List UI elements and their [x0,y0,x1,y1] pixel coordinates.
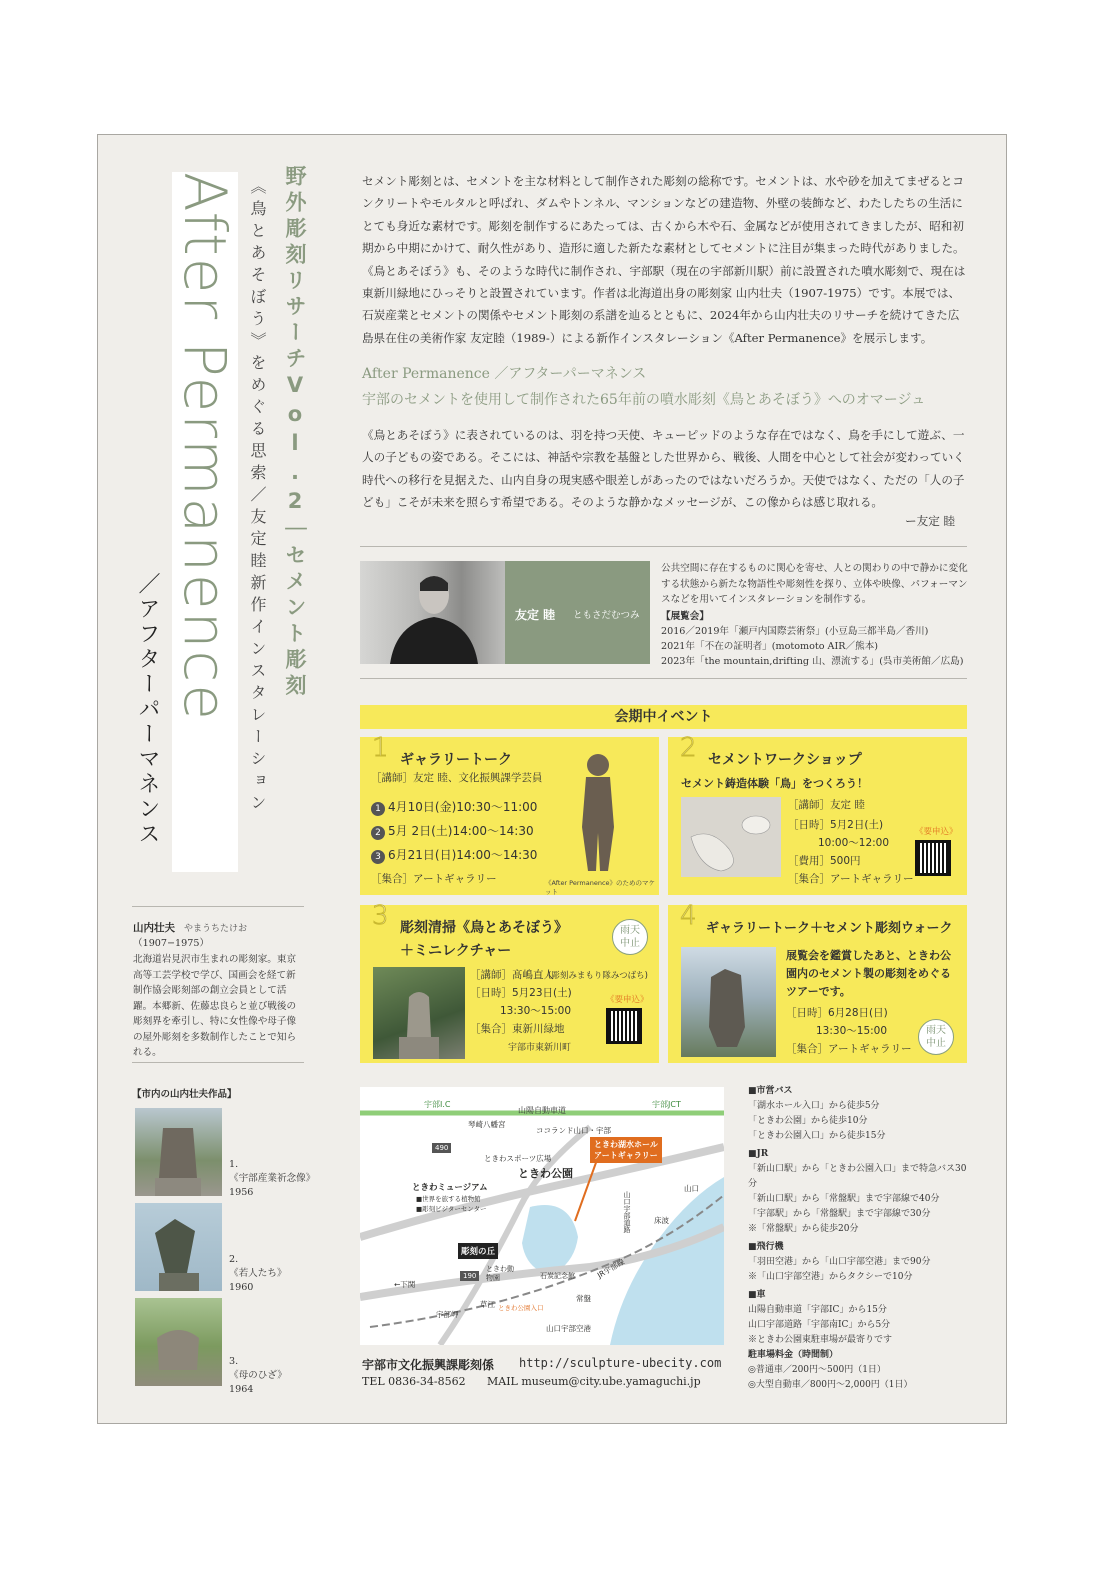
event-lecturer: ［講師］友定 睦、文化振興課学芸員 [371,772,543,784]
access-heading: ■飛行機 [748,1242,784,1252]
event-title: ギャラリートーク＋セメント彫刻ウォーク [706,921,953,936]
map-label: 山口宇部道路 [623,1191,631,1233]
event-date: ［日時］5月2日(土) [788,819,884,831]
sculpture-silhouette [681,947,776,1057]
event-number: 4 [680,901,697,931]
event-description: 展覧会を鑑賞したあと、ときわ公園内のセメント製の彫刻をめぐるツアーです。 [786,949,951,998]
event-card-3 [360,901,659,1063]
work-title: 《若人たち》 [229,1268,287,1279]
access-line: 「ときわ公園入口」から徒歩15分 [748,1131,886,1141]
work-photo-2 [135,1203,222,1291]
map-label: ときわ公園 [518,1167,573,1180]
event-address: 宇部市東新川町 [508,1043,572,1053]
artist-name: 友定 睦 [515,608,556,622]
work-no: 2. [229,1254,239,1265]
cleaning-photo [373,967,465,1059]
map-label: ときわスポーツ広場 [484,1154,552,1163]
event-card-1 [360,733,659,896]
statement-body: 《鳥とあそぼう》に表されているのは、羽を持つ天使、キューピッドのような存在ではなく、鳥を手にして遊ぶ、一人の子どもの姿である。そこには、神話や宗教を基盤とした世界から、戦後、人間を中心として社会が変わっていく時代への移行を見据えた、山内自身の現実感や眼差しがあったのではないだろうか。天使ではなく、ただの「人の子ども」こそが未来を照らす希望である。そのような静かなメッセージが、この像からは感じ取れる。 [362,428,965,510]
event-title: 彫刻清掃《鳥とあそぼう》 [400,920,568,936]
artist-exhibition-2: 2021年「不在の証明者」(motomoto AIR／熊本) [661,641,879,652]
map-label: 常盤 [576,1294,591,1303]
workshop-photo [681,797,781,877]
sculpture-silhouette [135,1108,222,1196]
maquette-figure [568,747,628,877]
event-date: 5月 2日(土)14:00〜14:30 [388,824,534,838]
artist-bio: 公共空間に存在するものに関心を寄せ、人との関わりの中で静かに変化する状態から新たな物語性や彫刻性を探り、立体や映像、パフォーマンスなどを用いてインスタレーションを制作する。 [661,563,968,605]
access-heading: ■JR [748,1149,769,1159]
rain-cancel-badge: 雨天 中止 [612,919,648,955]
divider [132,1062,304,1063]
map-label: 草江 [480,1300,495,1309]
map-label: 宇部JCT [652,1100,681,1109]
map-label: ときわ公園入口 [498,1304,544,1312]
access-line: ※「常盤駅」から徒歩20分 [748,1224,859,1234]
map-label: 宇部岬 [436,1310,459,1319]
event-subtitle: セメント鋳造体験「鳥」をつくろう！ [681,777,868,790]
map-label: 彫刻の丘 [458,1243,498,1259]
artist-photo [360,561,505,664]
sculpture-silhouette [135,1203,222,1291]
access-line: ◎大型自動車／800円〜2,000円（1日） [748,1380,913,1390]
event-date: ［日時］6月28日(日) [786,1007,888,1019]
main-title-ja: ／アフターパーマネンス [135,572,160,847]
artist-exhibition-3: 2023年「the mountain,drifting 山、漂流する」(呉市美術館／広島) [661,656,964,667]
date-marker: 1 [371,802,385,816]
qr-code[interactable] [915,840,951,876]
map-label: ←下関 [394,1280,416,1289]
event-date: ［日時］5月23日(土) [470,987,572,999]
artist-reading: ともさだむつみ [573,610,640,621]
access-line: 「新山口駅」から「ときわ公園入口」まで特急バス30分 [748,1164,967,1189]
event-number: 3 [372,901,389,931]
statement-signature: ー友定 睦 [905,514,956,528]
access-line: 「ときわ公園」から徒歩10分 [748,1116,868,1126]
work-year: 1964 [229,1384,254,1395]
map-label: ■世界を旅する植物館 [416,1195,481,1203]
date-marker: 2 [371,826,385,840]
access-line: ◎普通車／200円〜500円（1日） [748,1365,886,1375]
contact-url[interactable]: http://sculpture-ubecity.com [519,1356,722,1370]
event-title-2: ＋ミニレクチャー [400,943,512,959]
map-label: ときわミュージアム [412,1183,488,1193]
event-lecturer: ［講師］友定 睦 [788,799,865,811]
access-line: 「湖水ホール入口」から徒歩5分 [748,1101,880,1111]
sculptor-years: （1907−1975） [133,938,210,949]
map-label: 490 [432,1143,451,1153]
access-line: 「宇部駅」から「常盤駅」まで宇部線で30分 [748,1209,931,1219]
event-lecturer: ［講師］髙嶋直人 [470,969,554,981]
contact-org: 宇部市文化振興課彫刻係 [362,1358,495,1372]
event-lecturer-note: (彫刻みまもり隊みつばち) [548,971,648,981]
access-line: ※「山口宇部空港」からタクシーで10分 [748,1272,913,1282]
sculpture-silhouette [373,967,465,1059]
event-number: 2 [680,733,697,763]
access-line: 山陽自動車道「宇部IC」から15分 [748,1305,887,1315]
maquette-caption: 《After Permanence》のためのマケット [545,879,656,896]
events-header [360,705,967,729]
event-place: ［集合］東新川緑地 [470,1023,565,1035]
map-label: JR宇部線 [595,1257,627,1280]
access-map[interactable] [360,1087,724,1345]
events-heading: 会期中イベント [614,709,713,725]
work-no: 1. [229,1159,239,1170]
work-photo-3 [135,1298,222,1386]
map-label: ときわ動物園 [486,1265,514,1282]
event-date-row [371,795,537,819]
apply-note: 《要申込》 [915,827,958,837]
event-card-2 [668,733,967,895]
date-marker: 3 [371,850,385,864]
access-line: ※ときわ公園東駐車場が最寄りです [748,1335,893,1345]
map-label-gallery: ときわ湖水ホール アートギャラリー [590,1137,662,1163]
work-year: 1956 [229,1187,254,1198]
map-label: ■彫刻ビジターセンター [416,1205,487,1213]
event-time: 13:30〜15:00 [816,1025,888,1037]
statement-heading-1: After Permanence ／アフターパーマネンス [362,366,647,382]
map-label: ココランド山口・宇部 [536,1126,611,1135]
bird-sculpture [681,797,781,877]
access-heading: 駐車場料金（時間制） [748,1350,839,1360]
event-time: 13:30〜15:00 [500,1005,572,1017]
access-info [748,1084,968,1393]
access-line: 「羽田空港」から「山口宇部空港」まで90分 [748,1257,931,1267]
artist-exhibitions-label: 【展覧会】 [661,611,709,622]
event-time: 10:00〜12:00 [818,837,890,849]
sculptor-name: 山内壮夫 [133,922,175,934]
event-place: ［集合］アートギャラリー [788,873,914,885]
sculptor-bio: 北海道岩見沢市生まれの彫刻家。東京高等工芸学校で学び、国画会を経て新制作協会彫刻部の創立会員として活躍。本郷新、佐藤忠良らと並び戦後の彫刻界を牽引し、特に女性像や母子像の屋外彫刻を多数制作したことで知られる。 [133,954,297,1058]
works-heading: 【市内の山内壮夫作品】 [132,1089,237,1100]
work-no: 3. [229,1356,239,1367]
artist-exhibition-1: 2016／2019年「瀬戸内国際芸術祭」(小豆島三都半島／香川) [661,626,929,637]
work-photo-1 [135,1108,222,1196]
map-label: 190 [460,1271,479,1281]
access-line: 「新山口駅」から「常盤駅」まで宇部線で40分 [748,1194,940,1204]
map-label: 山口宇部空港 [546,1324,591,1333]
work-title: 《宇部産業祈念像》 [229,1173,316,1184]
work-title: 《母のひざ》 [229,1370,287,1381]
event-fee: ［費用］500円 [788,855,861,867]
event-date: 4月10日(金)10:30〜11:00 [388,800,538,814]
map-label: 床波 [654,1216,669,1225]
work-year: 1960 [229,1282,254,1293]
access-heading: ■市営バス [748,1086,793,1096]
divider [132,906,304,907]
series-title: 野外彫刻リサーチVol.2｜セメント彫刻 [283,165,307,700]
event-date: 6月21日(日)14:00〜14:30 [388,848,538,862]
sculptor-reading: やまうちたけお [184,924,248,934]
event-place: ［集合］アートギャラリー [786,1043,912,1055]
event-number: 1 [372,733,389,763]
walk-photo [681,947,776,1057]
qr-code[interactable] [606,1008,642,1044]
event-title: セメントワークショップ [708,752,862,768]
divider [360,546,967,547]
event-date-row [371,843,537,867]
artist-name-box [505,561,650,664]
map-label: 琴崎八幡宮 [468,1120,506,1129]
access-line: 山口宇部道路「宇部南IC」から5分 [748,1320,891,1330]
access-heading: ■車 [748,1290,766,1300]
divider [360,678,967,679]
contact-mail[interactable]: MAIL museum@city.ube.yamaguchi.jp [487,1375,701,1388]
rain-cancel-badge: 雨天 中止 [918,1019,954,1055]
event-title: ギャラリートーク [400,752,512,768]
portrait-figure [360,561,505,664]
map-label: 山口 [684,1184,699,1193]
map-label: 宇部I.C [424,1100,451,1109]
apply-note: 《要申込》 [606,995,649,1005]
intro-text: セメント彫刻とは、セメントを主な材料として制作された彫刻の総称です。セメントは、水や砂を加えてまぜるとコンクリートやモルタルと呼ばれ、ダムやトンネル、マンションなどの建造物、外壁の装飾など、わたしたちの生活にとても身近な素材です。彫刻を制作するにあたっては、古くから木や石、金属などが使用されてきましたが、昭和初期から中期にかけて、耐久性があり、造形に適した新たな素材としてセメントに注目が集まった時代がありました。《鳥とあそぼう》も、そのような時代に制作され、宇部駅（現在の宇部新川駅）前に設置された噴水彫刻で、現在は東新川緑地にひっそりと設置されています。作者は北海道出身の彫刻家 山内壮夫（1907-1975）です。本展では、石炭産業とセメントの関係やセメント彫刻の系譜を辿るとともに、2024年から山内壮夫のリサーチを続けてきた広島県在住の美術作家 友定睦（1989-）による新作インスタレーション《After Permanence》を展示します。 [362,174,966,345]
sculpture-silhouette [135,1298,222,1386]
subtitle: 《鳥とあそぼう》をめぐる思索／友定睦新作インスタレーション [248,178,267,816]
event-place: ［集合］アートギャラリー [371,873,497,885]
event-card-4 [668,901,967,1063]
map-label: 石炭記念館 [540,1272,575,1280]
event-date-row [371,819,537,843]
contact-tel: TEL 0836-34-8562 [362,1375,466,1388]
map-label: 山陽自動車道 [518,1106,566,1115]
main-title-en: After Permanence [171,172,239,722]
statement-heading-2: 宇部のセメントを使用して制作された65年前の噴水彫刻《鳥とあそぼう》へのオマージュ [362,392,926,408]
